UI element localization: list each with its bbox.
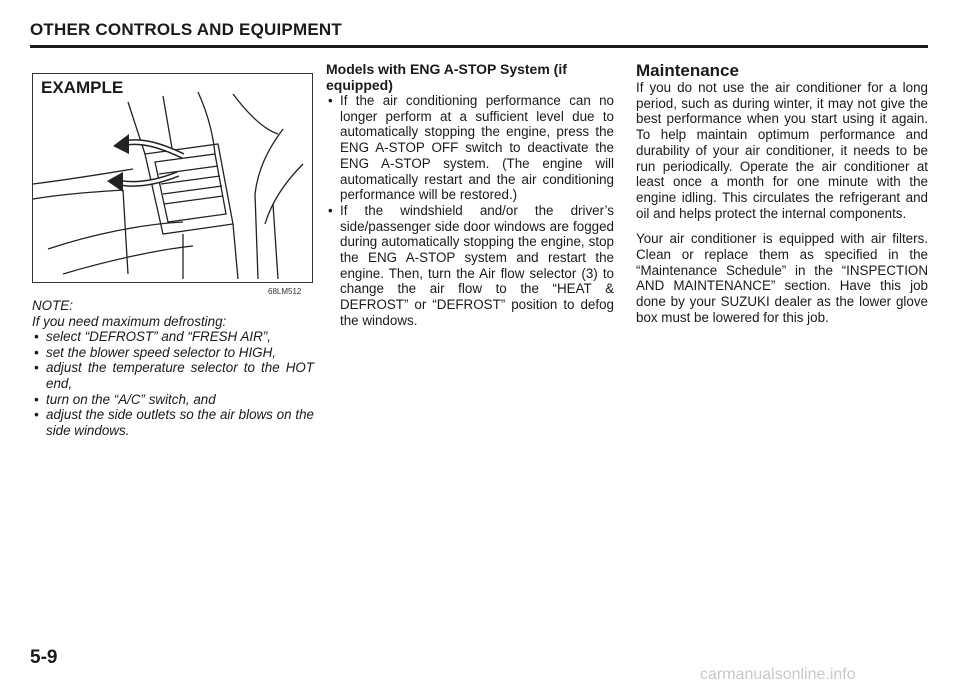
maintenance-section bbox=[636, 62, 928, 326]
section-title: OTHER CONTROLS AND EQUIPMENT bbox=[30, 20, 342, 39]
maintenance-heading: Maintenance bbox=[636, 61, 739, 80]
header-rule bbox=[30, 45, 928, 48]
list-item: • select “DEFROST” and “FRESH AIR”, bbox=[32, 329, 314, 345]
maintenance-paragraph-2: Your air conditioner is equipped with air filters. Clean or replace them as specified in the “Maintenance Schedule” in the “INSPECTION AND MAINTENANCE” section. Have this job done by your SUZUKI dealer as the lower glove box must be lowered for this job. bbox=[636, 231, 928, 325]
eng-astop-section bbox=[326, 61, 614, 329]
page-number: 5-9 bbox=[30, 647, 58, 668]
eng-astop-heading: Models with ENG A-STOP System (if equipped) bbox=[326, 61, 567, 93]
list-item: • If the air conditioning performance can no longer perform at a sufficient level due to automatically stopping the engine, press the ENG A-STOP OFF switch to deactivate the ENG A-STOP system. (The engine will automatically restart and the air conditioning performance will be restored.) bbox=[326, 93, 614, 203]
note-heading: NOTE: bbox=[32, 298, 73, 313]
note-list bbox=[32, 329, 314, 438]
defrost-note bbox=[32, 298, 314, 438]
figure-code: 68LM512 bbox=[268, 287, 302, 296]
side-vent-illustration bbox=[33, 74, 314, 284]
list-item: • adjust the side outlets so the air blows on the side windows. bbox=[32, 407, 314, 438]
list-item: • set the blower speed selector to HIGH, bbox=[32, 345, 314, 361]
list-item: • turn on the “A/C” switch, and bbox=[32, 392, 314, 408]
list-item: • adjust the temperature selector to the HOT end, bbox=[32, 360, 314, 391]
eng-astop-list bbox=[326, 93, 614, 329]
note-intro: If you need maximum defrosting: bbox=[32, 313, 227, 329]
watermark: carmanualsonline.info bbox=[700, 666, 856, 683]
example-figure bbox=[32, 73, 313, 283]
figure-label: EXAMPLE bbox=[41, 78, 124, 97]
maintenance-paragraph-1: If you do not use the air conditioner for a long period, such as during winter, it may not give the best performance when you start using it again. To help maintain optimum performance and durability of your air conditioner, it needs to be run periodically. Operate the air conditioner at least once a month for one minute with the engine idling. This circulates the refrigerant and oil and helps protect the internal components. bbox=[636, 80, 928, 221]
list-item: • If the windshield and/or the driver’s side/passenger side door windows are fogged during automatically stopping the engine, stop the ENG A-STOP system and restart the engine. Then, turn the Air flow selector (3) to change the air flow to the “HEAT & DEFROST” or “DEFROST” position to defog the windows. bbox=[326, 203, 614, 329]
